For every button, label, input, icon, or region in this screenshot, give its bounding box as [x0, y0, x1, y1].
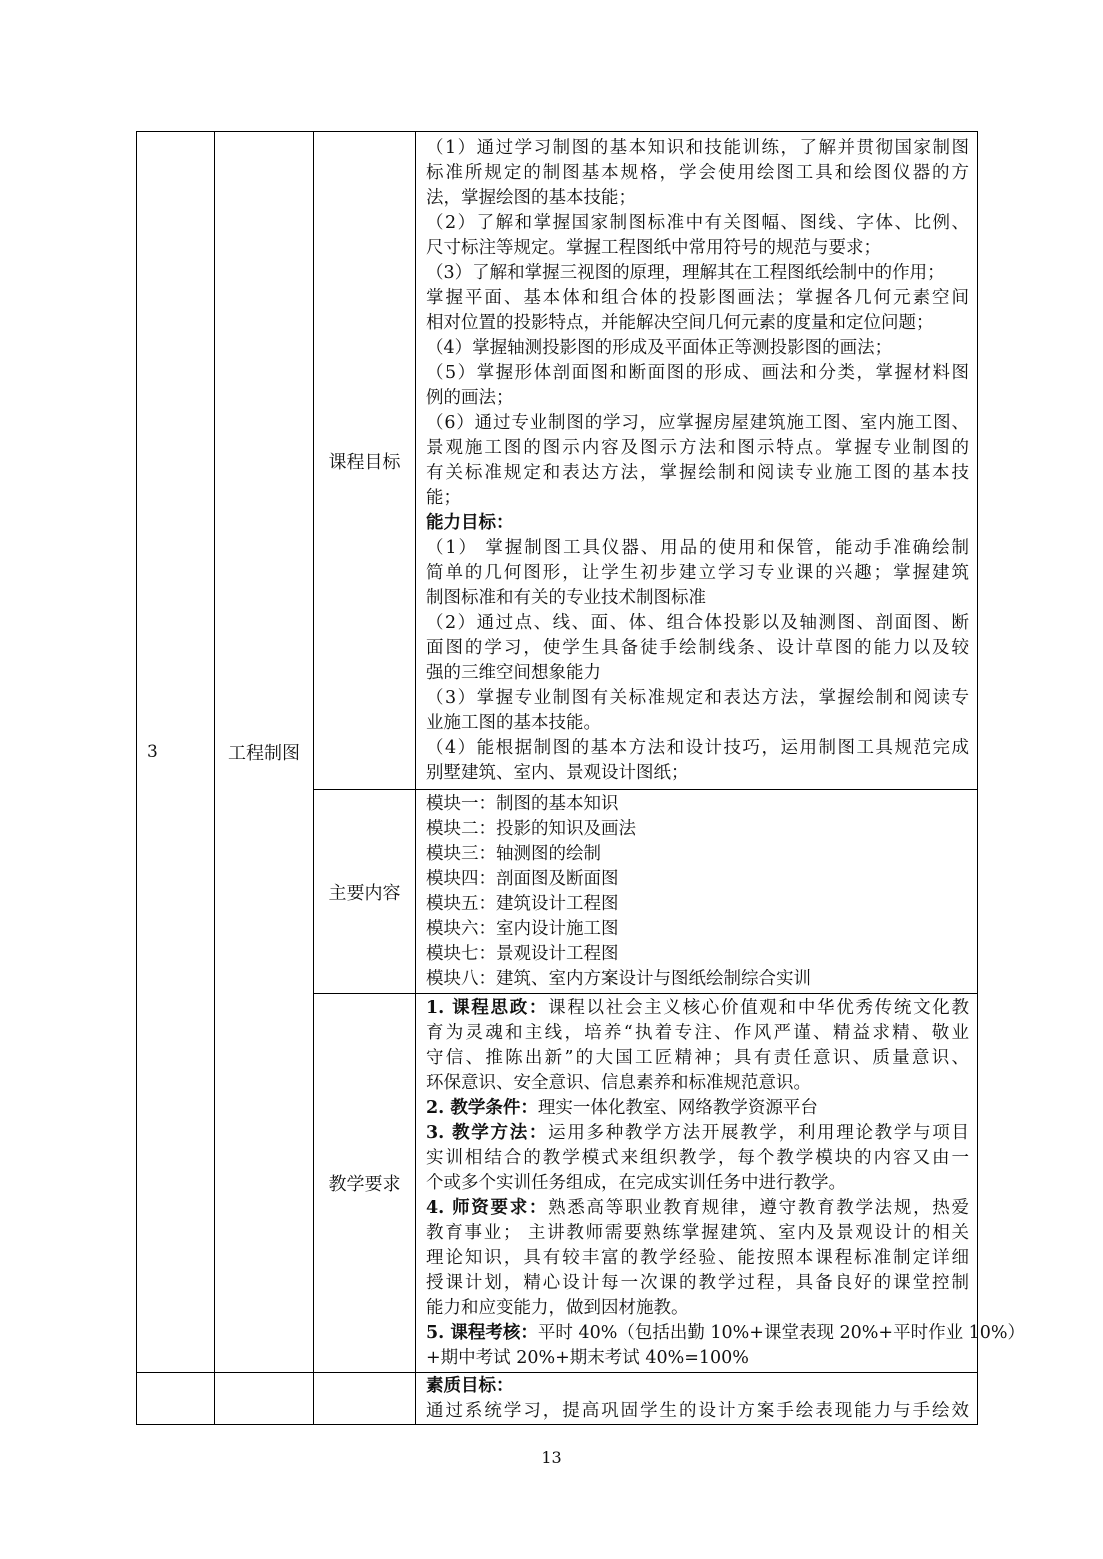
requirement-text: 能力和应变能力，做到因材施教。: [426, 1297, 689, 1318]
course-standard-table: [136, 131, 1026, 1425]
text-line: 制图标准和有关的专业技术制图标准: [426, 587, 706, 608]
requirement-first-line: [426, 996, 969, 1021]
requirement-item: [426, 996, 969, 1096]
text-line: 业施工图的基本技能。: [426, 712, 601, 733]
quality-goals-line: 通过系统学习，提高巩固学生的设计方案手绘表现能力与手绘效: [426, 1400, 969, 1421]
content-label: 主要内容: [314, 790, 416, 994]
requirement-first-line: [426, 1321, 1026, 1346]
requirement-text: 熟悉高等职业教育规律，遵守教育教学法规，热爱: [548, 1197, 969, 1218]
text-line: 别墅建筑、室内、景观设计图纸；: [426, 762, 689, 783]
text-line: （3）了解和掌握三视图的原理，理解其在工程图纸绘制中的作用；: [426, 262, 945, 283]
requirement-text: 平时 40%（包括出勤 10%+课堂表现 20%+平时作业 10%）: [537, 1322, 1026, 1343]
goals-row: [137, 132, 978, 790]
requirement-text: 课程以社会主义核心价值观和中华优秀传统文化教: [548, 997, 969, 1018]
text-line: （2）通过点、线、面、体、组合体投影以及轴测图、剖面图、断: [426, 612, 969, 633]
module-item: 模块八：建筑、室内方案设计与图纸绘制综合实训: [426, 968, 811, 989]
text-line: 例的画法；: [426, 387, 514, 408]
requirement-text: 环保意识、安全意识、信息素养和标准规范意识。: [426, 1072, 811, 1093]
module-item: 模块七：景观设计工程图: [426, 943, 619, 964]
requirement-first-line: [426, 1096, 969, 1121]
next-row: [137, 1373, 978, 1425]
text-line: 景观施工图的图示内容及图示方法和图示特点。掌握专业制图的: [426, 437, 969, 458]
module-item: 模块四：剖面图及断面图: [426, 868, 619, 889]
requirement-item: [426, 1321, 1026, 1371]
requirement-heading: 4. 师资要求：: [426, 1197, 549, 1218]
requirement-item: [426, 1196, 969, 1321]
content-modules: [416, 790, 978, 994]
requirement-heading: 5. 课程考核：: [426, 1322, 538, 1343]
requirement-text: 实训相结合的教学模式来组织教学，每个教学模块的内容又由一: [426, 1147, 969, 1168]
requirement-text: 育为灵魂和主线，培养“执着专注、作风严谨、精益求精、敬业: [426, 1022, 969, 1043]
module-item: 模块二：投影的知识及画法: [426, 818, 636, 839]
text-line: （3）掌握专业制图有关标准规定和表达方法，掌握绘制和阅读专: [426, 687, 969, 708]
requirement-text: 个或多个实训任务组成，在完成实训任务中进行教学。: [426, 1172, 846, 1193]
next-row-label: [314, 1373, 416, 1425]
text-line: （1） 掌握制图工具仪器、用品的使用和保管，能动手准确绘制: [426, 537, 969, 558]
module-item: 模块六：室内设计施工图: [426, 918, 619, 939]
next-row-number: [137, 1373, 215, 1425]
requirement-text: 守信、推陈出新”的大国工匠精神；具有责任意识、质量意识、: [426, 1047, 969, 1068]
text-line: 尺寸标注等规定。掌握工程图纸中常用符号的规范与要求；: [426, 237, 881, 258]
text-line: 能；: [426, 487, 461, 508]
module-list: [426, 792, 969, 992]
text-line: 面图的学习，使学生具备徒手绘制线条、设计草图的能力以及较: [426, 637, 969, 658]
requirement-text: 授课计划，精心设计每一次课的教学过程，具备良好的课堂控制: [426, 1272, 969, 1293]
text-line: （2）了解和掌握国家制图标准中有关图幅、图线、字体、比例、: [426, 212, 969, 233]
text-line: （1）通过学习制图的基本知识和技能训练，了解并贯彻国家制图: [426, 137, 969, 158]
text-line: （4）能根据制图的基本方法和设计技巧，运用制图工具规范完成: [426, 737, 969, 758]
requirement-text: +期中考试 20%+期末考试 40%=100%: [426, 1347, 749, 1368]
requirement-text: 理论知识，具有较丰富的教学经验、能按照本课程标准制定详细: [426, 1247, 969, 1268]
requirement-heading: 3. 教学方法：: [426, 1122, 549, 1143]
quality-goals-heading: 素质目标：: [426, 1375, 514, 1396]
requirement-item: [426, 1121, 969, 1196]
ability-goals: [426, 536, 969, 786]
text-line: 掌握平面、基本体和组合体的投影图画法；掌握各几何元素空间: [426, 287, 969, 308]
course-name: 工程制图: [215, 132, 314, 1373]
requirement-heading: 2. 教学条件：: [426, 1097, 538, 1118]
course-number: 3: [137, 132, 215, 1373]
requirement-first-line: [426, 1196, 969, 1221]
text-line: 有关标准规定和表达方法，掌握绘制和阅读专业施工图的基本技: [426, 462, 969, 483]
text-line: 标准所规定的制图基本规格，学会使用绘图工具和绘图仪器的方: [426, 162, 969, 183]
requirement-item: [426, 1096, 969, 1121]
next-row-name: [215, 1373, 314, 1425]
text-line: 简单的几何图形，让学生初步建立学习专业课的兴趣；掌握建筑: [426, 562, 969, 583]
module-item: 模块三：轴测图的绘制: [426, 843, 601, 864]
requirement-heading: 1. 课程思政：: [426, 997, 549, 1018]
requirements-list: [426, 996, 1026, 1371]
text-line: 相对位置的投影特点，并能解决空间几何元素的度量和定位问题；: [426, 312, 934, 333]
requirement-text: 运用多种教学方法开展教学，利用理论教学与项目: [548, 1122, 969, 1143]
text-line: （4）掌握轴测投影图的形成及平面体正等测投影图的画法；: [426, 337, 893, 358]
requirement-text: 理实一体化教室、网络教学资源平台: [537, 1097, 818, 1118]
requirement-first-line: [426, 1121, 969, 1146]
page-number: 13: [541, 1448, 562, 1467]
goals-content: [416, 132, 978, 790]
requirements-content: [416, 994, 1026, 1373]
text-line: （5）掌握形体剖面图和断面图的形成、画法和分类，掌握材料图: [426, 362, 969, 383]
module-item: 模块五：建筑设计工程图: [426, 893, 619, 914]
requirements-label: 教学要求: [314, 994, 416, 1373]
text-line: （6）通过专业制图的学习，应掌握房屋建筑施工图、室内施工图、: [426, 412, 969, 433]
requirement-text: 教育事业； 主讲教师需要熟练掌握建筑、室内及景观设计的相关: [426, 1222, 969, 1243]
text-line: 强的三维空间想象能力: [426, 662, 601, 683]
knowledge-goals: [426, 136, 969, 511]
text-line: 法，掌握绘图的基本技能；: [426, 187, 636, 208]
ability-heading: 能力目标：: [426, 512, 514, 533]
next-row-content: [416, 1373, 978, 1425]
goals-label: 课程目标: [314, 132, 416, 790]
module-item: 模块一：制图的基本知识: [426, 793, 619, 814]
